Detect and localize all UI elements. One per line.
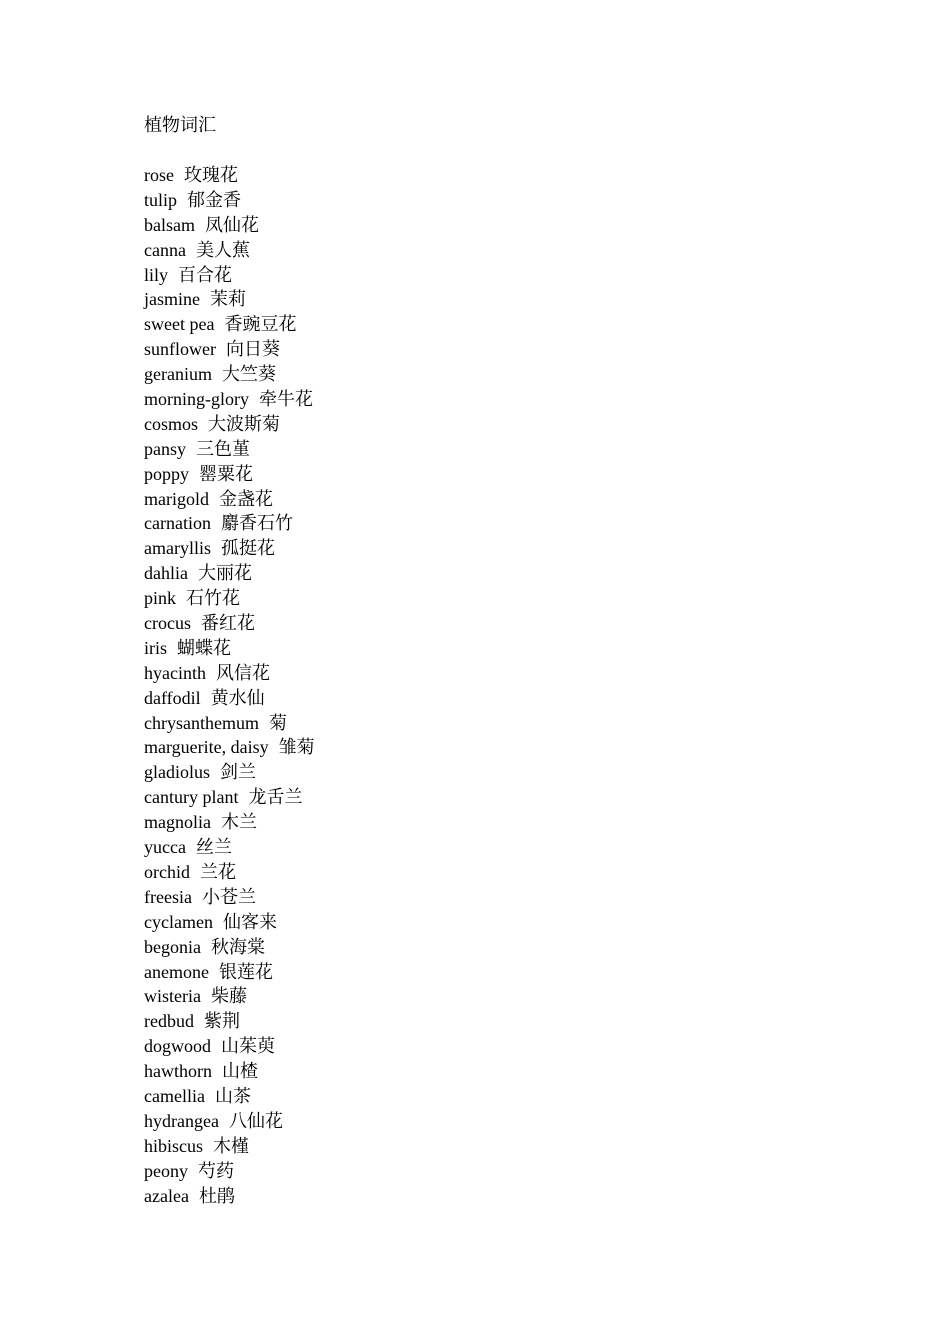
vocab-chinese: 美人蕉 [195, 239, 250, 260]
vocab-english: geranium [144, 364, 212, 385]
vocab-english: marigold [144, 488, 209, 509]
vocab-chinese: 大波斯菊 [208, 413, 280, 434]
vocab-english: tulip [144, 189, 178, 210]
vocab-entry [144, 188, 844, 213]
vocab-english: cyclamen [144, 911, 213, 932]
vocab-entry [144, 287, 844, 312]
vocab-english: marguerite, daisy [144, 737, 269, 758]
vocab-english: morning-glory [144, 389, 249, 410]
vocab-chinese: 金盏花 [219, 488, 273, 509]
vocab-english: redbud [144, 1011, 194, 1032]
vocab-chinese: 番红花 [200, 613, 255, 634]
vocab-chinese: 丝兰 [195, 837, 232, 858]
vocab-entry [144, 611, 844, 636]
vocab-english: hibiscus [144, 1135, 204, 1156]
vocab-entry [144, 163, 844, 188]
vocab-entry [144, 437, 844, 462]
vocab-entry [144, 387, 844, 412]
vocab-chinese: 剑兰 [220, 762, 256, 783]
vocab-chinese: 孤挺花 [220, 538, 275, 559]
vocab-entry [144, 412, 844, 437]
vocab-english: rose [144, 165, 174, 185]
vocab-chinese: 银莲花 [218, 961, 273, 982]
vocab-entry [144, 238, 844, 263]
vocab-chinese: 茉莉 [210, 289, 246, 310]
vocab-english: chrysanthemum [144, 712, 259, 733]
vocab-chinese: 菊 [268, 712, 287, 733]
vocab-english: iris [144, 637, 168, 658]
vocab-entry [144, 263, 844, 288]
vocab-entry [144, 487, 844, 512]
vocab-entry [144, 860, 844, 885]
vocab-english: freesia [144, 886, 192, 907]
vocab-chinese: 玫瑰花 [184, 165, 238, 185]
vocab-english: dahlia [144, 563, 188, 584]
vocab-chinese: 大竺葵 [221, 364, 276, 385]
vocab-chinese: 麝香石竹 [220, 513, 293, 534]
vocab-entry [144, 885, 844, 910]
vocab-list [144, 163, 844, 1208]
vocab-entry [144, 511, 844, 536]
vocab-entry [144, 561, 844, 586]
title-spacer [144, 138, 844, 163]
vocab-entry [144, 760, 844, 785]
vocab-chinese: 罂粟花 [199, 463, 253, 484]
vocab-entry [144, 984, 844, 1009]
vocab-chinese: 木兰 [220, 812, 257, 833]
vocab-entry [144, 935, 844, 960]
vocab-entry [144, 1009, 844, 1034]
vocab-english: canna [144, 239, 186, 260]
vocab-english: begonia [144, 936, 201, 957]
vocab-chinese: 柴藤 [210, 986, 247, 1007]
vocab-english: camellia [144, 1085, 205, 1106]
vocab-entry [144, 1084, 844, 1109]
vocab-chinese: 牵牛花 [259, 389, 313, 410]
vocab-english: hyacinth [144, 662, 206, 683]
vocab-chinese: 雏菊 [278, 737, 315, 758]
vocab-english: pink [144, 588, 177, 609]
vocab-entry [144, 785, 844, 810]
vocab-english: sunflower [144, 339, 216, 360]
vocab-english: anemone [144, 961, 209, 982]
vocab-english: balsam [144, 214, 195, 235]
vocab-chinese: 木槿 [213, 1135, 250, 1156]
vocab-chinese: 秋海棠 [210, 936, 265, 957]
vocab-entry [144, 462, 844, 487]
vocab-english: crocus [144, 613, 191, 634]
vocab-english: cosmos [144, 413, 198, 434]
vocab-chinese: 凤仙花 [205, 214, 259, 235]
vocab-chinese: 百合花 [178, 264, 233, 285]
vocab-english: dogwood [144, 1036, 211, 1057]
vocab-english: wisteria [144, 986, 201, 1007]
vocab-chinese: 山楂 [221, 1061, 258, 1082]
vocab-english: daffodil [144, 687, 201, 708]
vocab-chinese: 三色堇 [196, 438, 250, 459]
vocab-chinese: 山茱萸 [221, 1036, 275, 1057]
vocab-chinese: 八仙花 [228, 1110, 283, 1131]
vocab-entry [144, 213, 844, 238]
vocab-chinese: 郁金香 [187, 189, 242, 210]
vocab-chinese: 兰花 [199, 861, 236, 882]
vocab-chinese: 向日葵 [225, 339, 280, 360]
vocab-entry [144, 586, 844, 611]
vocab-english: sweet pea [144, 314, 215, 335]
vocab-entry [144, 1134, 844, 1159]
vocab-chinese: 龙舌兰 [248, 787, 303, 808]
vocab-english: poppy [144, 463, 189, 484]
vocab-chinese: 芍药 [198, 1160, 234, 1181]
vocab-chinese: 紫荆 [203, 1011, 240, 1032]
vocab-entry [144, 1184, 844, 1209]
vocab-entry [144, 686, 844, 711]
vocab-chinese: 大丽花 [197, 563, 252, 584]
vocab-chinese: 黄水仙 [210, 687, 265, 708]
vocab-english: gladiolus [144, 762, 210, 783]
vocab-english: azalea [144, 1185, 189, 1206]
vocab-english: amaryllis [144, 538, 211, 559]
document-title: 植物词汇 [144, 115, 216, 135]
vocab-entry [144, 536, 844, 561]
vocab-english: carnation [144, 513, 211, 534]
vocab-english: orchid [144, 861, 190, 882]
vocab-entry [144, 1059, 844, 1084]
vocab-entry [144, 1159, 844, 1184]
vocab-chinese: 杜鹃 [198, 1185, 235, 1206]
vocab-english: cantury plant [144, 787, 239, 808]
vocab-english: hawthorn [144, 1061, 212, 1082]
vocab-chinese: 风信花 [215, 662, 270, 683]
vocab-english: pansy [144, 438, 186, 459]
vocab-entry [144, 1034, 844, 1059]
vocab-entry [144, 636, 844, 661]
vocab-chinese: 香豌豆花 [224, 314, 297, 335]
vocab-entry [144, 960, 844, 985]
vocab-entry [144, 735, 844, 760]
vocab-english: yucca [144, 837, 186, 858]
vocab-entry [144, 661, 844, 686]
vocab-english: jasmine [144, 289, 200, 310]
vocab-english: magnolia [144, 812, 211, 833]
vocab-english: lily [144, 264, 169, 285]
vocab-entry [144, 1109, 844, 1134]
document-page [144, 113, 844, 1208]
vocab-entry [144, 711, 844, 736]
vocab-entry [144, 810, 844, 835]
vocab-chinese: 小苍兰 [201, 886, 256, 907]
vocab-entry [144, 337, 844, 362]
vocab-chinese: 蝴蝶花 [177, 637, 232, 658]
vocab-chinese: 仙客来 [222, 911, 277, 932]
vocab-entry [144, 312, 844, 337]
vocab-entry [144, 835, 844, 860]
vocab-chinese: 石竹花 [186, 588, 241, 609]
vocab-entry [144, 910, 844, 935]
vocab-english: hydrangea [144, 1110, 219, 1131]
vocab-entry [144, 362, 844, 387]
vocab-english: peony [144, 1160, 188, 1181]
vocab-chinese: 山茶 [214, 1085, 251, 1106]
